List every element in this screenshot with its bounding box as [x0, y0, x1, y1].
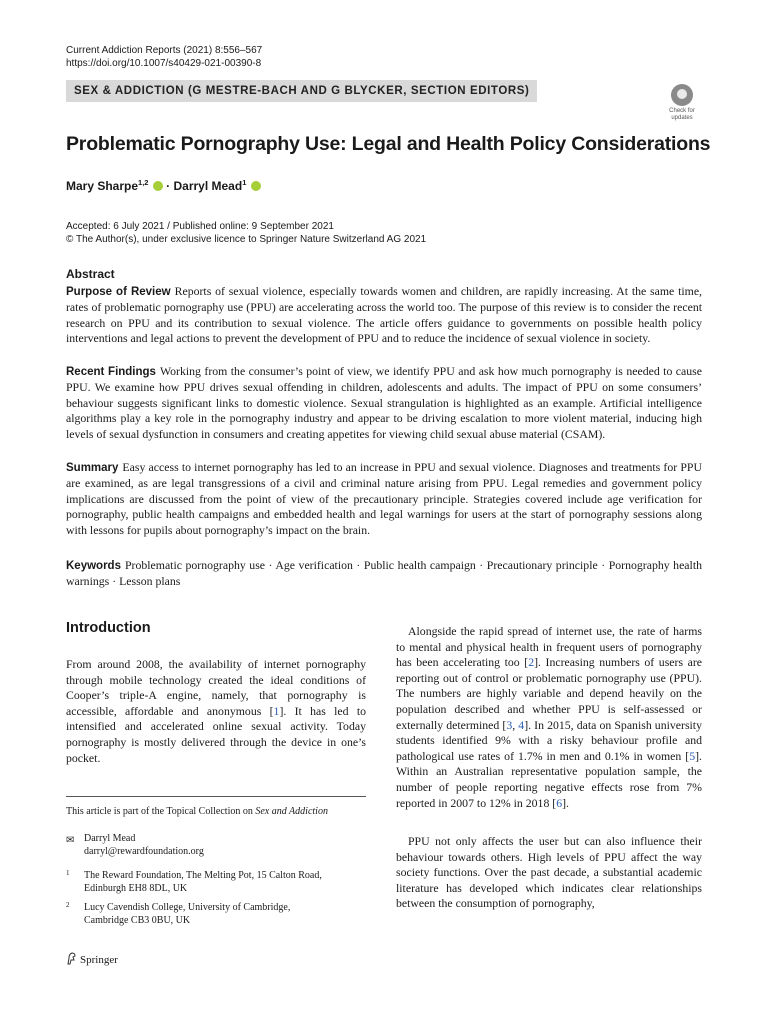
- check-updates-label: Check for updates: [669, 108, 695, 121]
- published-date: / Published online: 9 September 2021: [164, 221, 334, 232]
- citation-link[interactable]: 6: [556, 795, 563, 810]
- orcid-icon[interactable]: [251, 181, 261, 191]
- doi-link[interactable]: https://doi.org/10.1007/s40429-021-00390-8: [66, 58, 262, 69]
- summary-text: Easy access to internet pornography has led to an increase in PPU and sexual violence. Diagnoses and treatments for PPU are examined, as are legal transgressions of a civil and criminal nature arising from PPU. Legal remedies and government policy implications are discussed from the point of view of the precautionary principle. Strategies covered include age verification for pornography, public health campaigns and embedded health and legal warnings for users at the start of pornography sessions along with lessons for pupils about pornography’s impact on the brain.: [66, 460, 702, 537]
- author-list: [66, 178, 261, 193]
- article-dates: [66, 220, 426, 246]
- footnote-divider: [66, 796, 366, 797]
- section-banner: SEX & ADDICTION (G MESTRE-BACH AND G BLYCKER, SECTION EDITORS): [66, 80, 537, 102]
- paragraph-text: Alongside the rapid spread of internet use, the rate of harms to mental and physical health in frequent users of pornography has been accelerating too [: [396, 624, 702, 670]
- journal-citation: [66, 44, 262, 70]
- affiliation-line: Lucy Cavendish College, University of Cambridge,: [84, 902, 291, 913]
- abstract-summary: [66, 460, 702, 538]
- affiliation-marker: 1,2: [138, 178, 149, 187]
- affiliation-number: 2: [66, 901, 70, 909]
- citation-link[interactable]: 3: [506, 717, 513, 732]
- paragraph-text: ]. In 2015, data on Spanish university students identified 9% with a risky behaviour profile and pathological use rates of 1.7% in men and 0.1% in women [: [396, 717, 702, 763]
- paragraph-text: ]. It has led to intensified and accelerated online sexual activity. Today pornography is mostly delivered through the device in one’s pocket.: [66, 703, 366, 765]
- affiliation-number: 1: [66, 869, 70, 877]
- intro-paragraph: [396, 624, 702, 811]
- abstract-findings: [66, 364, 702, 442]
- accepted-date: Accepted: 6 July 2021: [66, 221, 165, 232]
- keywords-label: Keywords: [66, 560, 121, 572]
- purpose-label: Purpose of Review: [66, 286, 171, 298]
- abstract-purpose: [66, 284, 702, 347]
- findings-label: Recent Findings: [66, 366, 156, 378]
- copyright-notice: © The Author(s), under exclusive licence to Springer Nature Switzerland AG 2021: [66, 234, 427, 245]
- email-link[interactable]: darryl@rewardfoundation.org: [84, 846, 204, 857]
- publisher-name: Springer: [80, 954, 118, 966]
- article-title: Problematic Pornography Use: Legal and Health Policy Considerations: [66, 133, 711, 155]
- abstract-heading: Abstract: [66, 267, 115, 281]
- citation-link[interactable]: 5: [689, 748, 696, 763]
- paragraph-text: From around 2008, the availability of internet pornography through mobile technology created the ideal conditions of Cooper’s triple-A engine, namely, that pornography is accessible, affordable and anonymous [: [66, 657, 366, 718]
- summary-label: Summary: [66, 462, 119, 474]
- citation-link[interactable]: 4: [518, 717, 525, 732]
- affiliation-line: The Reward Foundation, The Melting Pot, 15 Calton Road,: [84, 870, 322, 881]
- check-updates-icon: [671, 84, 693, 106]
- paragraph-text: ,: [512, 717, 519, 732]
- collection-name: Sex and Addiction: [255, 806, 328, 817]
- note-text: This article is part of the Topical Collection on: [66, 806, 256, 817]
- intro-paragraph: [66, 657, 366, 766]
- journal-line: Current Addiction Reports (2021) 8:556–567: [66, 45, 263, 56]
- findings-text: Working from the consumer’s point of view, we identify PPU and ask how much pornography is needed to cause PPU. We examine how PPU drives sexual offending in children, adolescents and adults. The impact of PPU on some consumers’ behaviour suggests significant links to domestic violence. Sexual strangulation is highlighted as an example. Artificial intelligence algorithms play a key role in the pornography industry and appear to be driving escalation to more violent material, inducing high levels of sexual dysfunction in consumers and creating appetites for viewing child sexual abuse material (CSAM).: [66, 364, 703, 441]
- topical-collection-note: [66, 805, 328, 818]
- citation-link[interactable]: 1: [273, 703, 280, 718]
- author-name[interactable]: Darryl Mead: [173, 179, 243, 193]
- purpose-text: Reports of sexual violence, especially towards women and children, are rapidly increasing. At the same time, rates of problematic pornography use (PPU) are accelerating across the world too. The purpose of this review is to consider the recent research on PPU and its contribution to sexual violence. The article offers guidance to governments on possible health policy interventions and legal actions to prevent the development of PPU and to reduce the incidence of sexual violence in society.: [66, 284, 702, 346]
- paragraph-text: ]. Increasing numbers of users are reporting out of control or problematic pornography use (PPU). The numbers are highly variable and depend heavily on the population described and whether PPU is self-assessed or externally determined [: [396, 655, 702, 732]
- affiliation-line: Edinburgh EH8 8DL, UK: [84, 883, 188, 894]
- citation-link[interactable]: 2: [528, 655, 535, 670]
- keywords-text: Problematic pornography use · Age verification · Public health campaign · Precautionary principle · Pornography health warnings · Lesson plans: [66, 558, 702, 589]
- introduction-heading: Introduction: [66, 620, 151, 636]
- paragraph-text: ]. Within an Australian representative population sample, the number of people reporting negative effects rose from 7% reported in 2007 to 12% in 2018 [: [396, 748, 702, 810]
- affiliation-marker: 1: [242, 178, 247, 187]
- corresponding-author: Darryl Mead: [84, 833, 136, 844]
- affiliation-line: Cambridge CB3 0BU, UK: [84, 915, 191, 926]
- intro-paragraph: PPU not only affects the user but can also influence their behaviour towards others. High levels of PPU affect the way society functions. Over the past decade, a substantial academic literature has developed which indicates clear relationships between the consumption of pornography,: [396, 834, 702, 911]
- keywords: [66, 558, 702, 590]
- orcid-icon[interactable]: [153, 181, 163, 191]
- author-name[interactable]: Mary Sharpe: [66, 179, 139, 193]
- paragraph-text: ].: [562, 795, 570, 810]
- springer-horse-icon: [66, 952, 77, 965]
- publisher-logo: [66, 952, 118, 966]
- author-separator: ·: [162, 179, 174, 193]
- envelope-icon: ✉: [66, 835, 75, 846]
- check-for-updates-badge[interactable]: [662, 84, 702, 122]
